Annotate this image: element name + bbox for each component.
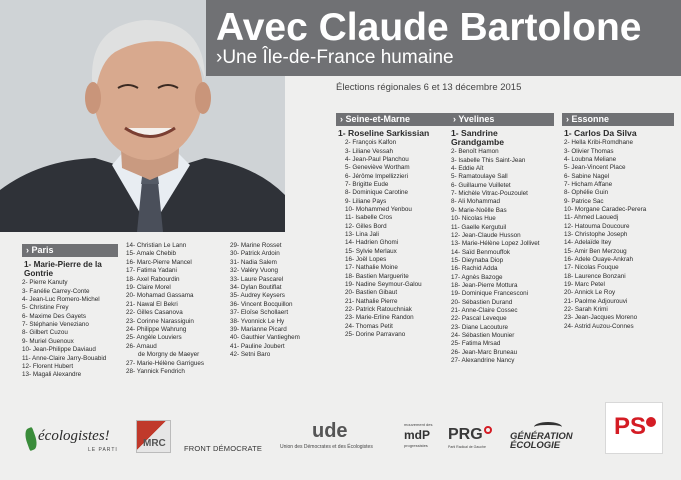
candidate-item: 18- Axel Rabourdin	[126, 275, 180, 283]
candidate-item: 9- Patrice Sac	[564, 197, 604, 205]
candidate-item: 19- Nadine Seymour-Galou	[345, 281, 422, 289]
candidate-item: 20- Bastien Gibaut	[345, 289, 398, 297]
candidate-item: 42- Setni Baro	[230, 351, 271, 359]
candidate-item: 23- Corinne Narassiguin	[126, 317, 194, 325]
candidate-item: 2- Benoît Hamon	[451, 148, 499, 156]
candidate-item: 14- Adelaïde Itey	[564, 239, 612, 247]
candidate-item: 19- Marc Petel	[564, 281, 605, 289]
candidate-item: 26- Arnaud	[126, 342, 157, 350]
logo-mdp	[404, 422, 444, 452]
candidate-item: 36- Vincent Bocquillon	[230, 300, 293, 308]
candidate-item: 17- Nicolas Fouque	[564, 264, 619, 272]
candidate-item: 12- Hatouma Doucoure	[564, 222, 630, 230]
candidate-item: 28- Yannick Fendrich	[126, 368, 185, 376]
candidate-item: 10- Nicolas Hue	[451, 215, 496, 223]
candidate-item: 37- Eloïse Schollaert	[230, 309, 289, 317]
candidate-item: 22- Sarah Krimi	[564, 306, 608, 314]
candidate-item: 23- Jean-Jacques Moreno	[564, 314, 638, 322]
candidate-item: 8- Ali Mohammad	[451, 198, 500, 206]
candidate-item: 14- Saïd Benmouffok	[451, 248, 511, 256]
candidate-item: 20- Mohamad Gassama	[126, 292, 194, 300]
head-name: Marie-Pierre de la Gontrie	[24, 260, 102, 279]
logo-ude-sub: Union des Démocrates et des Écologistes	[280, 444, 373, 450]
candidate-item: 38- Yvonnick Le Hy	[230, 317, 285, 325]
candidate-item: 5- Ramatoulaye Sall	[451, 173, 508, 181]
candidate-item: 18- Bastien Marguerite	[345, 272, 409, 280]
candidate-item: 23- Diane Lacouture	[451, 323, 509, 331]
candidate-item: 35- Audrey Keysers	[230, 292, 285, 300]
candidate-item: 15- Sylvie Merlaux	[345, 247, 397, 255]
logo-mrc-text: MRC	[143, 438, 166, 449]
candidate-item: 15- Dieynaba Diop	[451, 256, 504, 264]
leaf-icon	[23, 427, 40, 451]
candidate-item: 24- Sébastien Mounier	[451, 331, 515, 339]
logo-ecologistes-text: écologistes!	[38, 428, 110, 444]
logo-ecologistes-sub: LE PARTI	[88, 447, 118, 453]
candidate-item: 24- Philippe Wahrung	[126, 326, 187, 334]
candidate-item: 6- Guillaume Vuilletet	[451, 181, 511, 189]
head-name: Sandrine Grandgambe	[451, 128, 505, 148]
candidate-item: 14- Hadrien Ghomi	[345, 239, 399, 247]
head-num: 1-	[24, 260, 32, 269]
candidate-item: 22- Pascal Leveque	[451, 315, 507, 323]
dept-header-yvelines: › Yvelines	[449, 113, 554, 126]
head-of-list	[449, 129, 549, 147]
header-banner	[206, 0, 681, 76]
candidate-item: 8- Gilbert Cuzou	[22, 329, 68, 337]
candidate-item: 21- Nathalie Pierre	[345, 297, 398, 305]
logo-front-democrate-text: FRONT DÉMOCRATE	[184, 444, 263, 453]
candidate-item: 17- Nathalie Moine	[345, 264, 398, 272]
candidate-item: 3- Olivier Thomas	[564, 147, 614, 155]
candidate-item: 13- Magali Alexandre	[22, 371, 82, 379]
rose-icon	[646, 417, 656, 427]
candidate-item: 29- Marine Rosset	[230, 242, 282, 249]
candidate-item: 20- Sébastien Durand	[451, 298, 513, 306]
candidate-item: 26- Jean-Marc Bruneau	[451, 348, 518, 356]
candidate-item: 6- Maxime Des Gayets	[22, 312, 87, 320]
column-paris-2	[126, 242, 226, 377]
head-of-list	[562, 129, 674, 138]
logo-mrc	[136, 420, 171, 453]
candidate-item: 27- Marie-Hélène Garrigues	[126, 359, 205, 367]
logo-mdp-sub: progressistes	[404, 443, 428, 448]
candidate-item: 8- Dominique Carotine	[345, 189, 408, 197]
column-paris	[22, 244, 118, 380]
candidate-item: 4- Eddie Aït	[451, 165, 484, 173]
column-essonne	[562, 113, 674, 331]
prg-mark-icon	[484, 426, 492, 434]
candidate-item: 15- Amale Chebib	[126, 250, 177, 258]
candidate-item: 13- Christophe Joseph	[564, 230, 628, 238]
candidate-item: 12- Florent Hubert	[22, 362, 74, 370]
candidate-item: 7- Brigitte Eude	[345, 180, 389, 188]
candidate-item: 7- Stéphanie Veneziano	[22, 321, 89, 329]
candidate-item: 3- Liliane Vessah	[345, 147, 393, 155]
candidate-item: 4- Loubna Meliane	[564, 155, 617, 163]
candidate-list	[449, 148, 554, 365]
candidate-item: 2- François Kalfon	[345, 139, 397, 147]
logo-ude	[280, 420, 373, 460]
logo-mdp-text: mdP	[404, 428, 431, 442]
head-num: 1-	[338, 128, 346, 138]
candidate-item: 21- Paolme Adjourouvi	[564, 297, 628, 305]
candidate-item: 8- Ophélie Guin	[564, 189, 609, 197]
candidate-item: 7- Hicham Affane	[564, 180, 613, 188]
candidate-item: 21- Anne-Claire Cossec	[451, 306, 518, 314]
candidate-item: 25- Angèle Louviers	[126, 334, 182, 342]
candidate-item: de Morgny de Maeyer	[138, 351, 200, 359]
candidate-item: 10- Jean-Philippe Daviaud	[22, 346, 96, 354]
logo-generation-ecologie	[508, 422, 590, 456]
candidate-item: 30- Patrick Ardoin	[230, 250, 280, 258]
candidate-item: 21- Nawal El Bekri	[126, 300, 178, 308]
candidate-item: 10- Mohammed Yenbou	[345, 205, 412, 213]
candidate-item: 22- Patrick Ratouchniak	[345, 306, 412, 314]
dept-header-essonne: › Essonne	[562, 113, 674, 126]
candidate-item: 12- Jean-Claude Husson	[451, 231, 521, 239]
candidate-item: 23- Marie-Erline Randon	[345, 314, 414, 322]
candidate-item: 5- Christine Frey	[22, 304, 69, 312]
head-name: Roseline Sarkissian	[348, 128, 430, 138]
candidate-item: 13- Marie-Hélène Lopez Jollivet	[451, 240, 540, 248]
candidate-item: 18- Jean-Pierre Mottura	[451, 281, 518, 289]
candidate-item: 5- Jean-Vincent Place	[564, 164, 626, 172]
candidate-item: 9- Marie-Noëlle Bas	[451, 206, 507, 214]
candidate-item: 25- Dorine Parravano	[345, 331, 406, 339]
candidate-item: 24- Astrid Auzou-Connes	[564, 322, 634, 330]
candidate-item: 18- Laurence Bonzani	[564, 272, 626, 280]
candidate-item: 5- Geneviève Wortham	[345, 164, 410, 172]
head-num: 1-	[451, 128, 459, 138]
candidate-item: 3- Isabelle This Saint-Jean	[451, 156, 526, 164]
logo-ps	[605, 402, 663, 454]
party-logos	[0, 392, 681, 480]
candidate-list	[230, 242, 330, 360]
logo-ecologistes	[26, 422, 121, 458]
candidate-item: 19- Dominique Francesconi	[451, 290, 528, 298]
candidate-item: 9- Muriel Guenoux	[22, 337, 74, 345]
candidate-item: 24- Thomas Petit	[345, 322, 393, 330]
logo-ps-text: PS	[614, 413, 647, 440]
page-title: Avec Claude Bartolone	[216, 6, 642, 49]
candidate-item: 11- Gaelle Kergutuil	[451, 223, 507, 231]
candidate-item: 2- Pierre Kanuty	[22, 279, 68, 287]
candidate-item: 32- Valéry Vuong	[230, 267, 278, 275]
candidate-item: 13- Lina Jali	[345, 230, 379, 238]
candidate-item: 33- Laure Pascarel	[230, 275, 284, 283]
dept-header-seine-et-marne: › Seine-et-Marne	[336, 113, 532, 126]
candidate-list	[126, 242, 226, 377]
page-subtitle: ›Une Île-de-France humaine	[216, 47, 454, 68]
candidate-item: 16- Adele Ouaye-Ankrah	[564, 256, 633, 264]
candidate-item: 11- Ahmed Laouedj	[564, 214, 619, 222]
candidate-item: 12- Gilles Bord	[345, 222, 387, 230]
candidate-list	[562, 139, 674, 331]
candidate-item: 4- Jean-Luc Romero-Michel	[22, 296, 100, 304]
head-num: 1-	[564, 128, 572, 138]
column-yvelines	[449, 113, 554, 365]
dept-header-paris: › Paris	[22, 244, 118, 257]
candidate-item: 10- Morgane Caradec-Perera	[564, 205, 647, 213]
candidate-item: 14- Christian Le Lann	[126, 242, 187, 249]
candidate-item: 25- Fatima Mrsad	[451, 340, 501, 348]
logo-prg	[448, 426, 498, 454]
election-dates: Élections régionales 6 et 13 décembre 2015	[336, 82, 522, 93]
candidate-item: 11- Anne-Claire Jarry-Bouabid	[22, 354, 107, 362]
column-paris-3	[230, 242, 330, 360]
candidate-item: 34- Dylan Boutiflat	[230, 284, 282, 292]
candidate-item: 16- Joël Lopes	[345, 256, 387, 264]
candidate-item: 19- Claire Morel	[126, 284, 171, 292]
candidate-item: 22- Gilles Casanova	[126, 309, 183, 317]
candidate-item: 3- Fanélie Carrey-Conte	[22, 287, 90, 295]
candidate-item: 17- Fatima Yadani	[126, 267, 177, 275]
candidate-item: 7- Michèle Vitrac-Pouzoulet	[451, 190, 528, 198]
candidate-list	[22, 279, 118, 379]
logo-ude-text: ude	[312, 420, 348, 442]
candidate-item: 20- Annick Le Roy	[564, 289, 616, 297]
candidate-item: 27- Alexandrine Nancy	[451, 357, 515, 364]
candidate-item: 15- Amir Ben Merzoug	[564, 247, 627, 255]
candidate-item: 41- Pauline Joubert	[230, 342, 285, 350]
logo-generation-ecologie-text: GÉNÉRATION ÉCOLOGIE	[510, 431, 573, 451]
candidate-item: 16- Rachid Adda	[451, 265, 498, 273]
candidate-item: 6- Jérôme Impellizzieri	[345, 172, 408, 180]
candidate-item: 17- Agnès Bazoge	[451, 273, 503, 281]
head-of-list	[22, 260, 117, 278]
candidate-item: 11- Isabelle Cros	[345, 214, 393, 222]
candidate-item: 40- Gauthier Vantieghem	[230, 334, 300, 342]
candidate-item: 16- Marc-Pierre Mancel	[126, 258, 192, 266]
candidate-item: 31- Nadia Salem	[230, 258, 277, 266]
candidate-item: 9- Liliane Pays	[345, 197, 387, 205]
candidate-item: 39- Marianne Picard	[230, 326, 287, 334]
logo-mdp-top: mouvement des	[404, 422, 433, 427]
logo-front-democrate	[184, 438, 269, 452]
logo-prg-text: PRG	[448, 426, 483, 443]
candidate-item: 2- Hella Kribi-Romdhane	[564, 139, 633, 147]
candidate-item: 6- Sabine Nagel	[564, 172, 610, 180]
candidate-item: 4- Jean-Paul Planchou	[345, 155, 409, 163]
logo-prg-sub: Parti Radical de Gauche	[448, 445, 486, 449]
head-name: Carlos Da Silva	[574, 128, 637, 138]
